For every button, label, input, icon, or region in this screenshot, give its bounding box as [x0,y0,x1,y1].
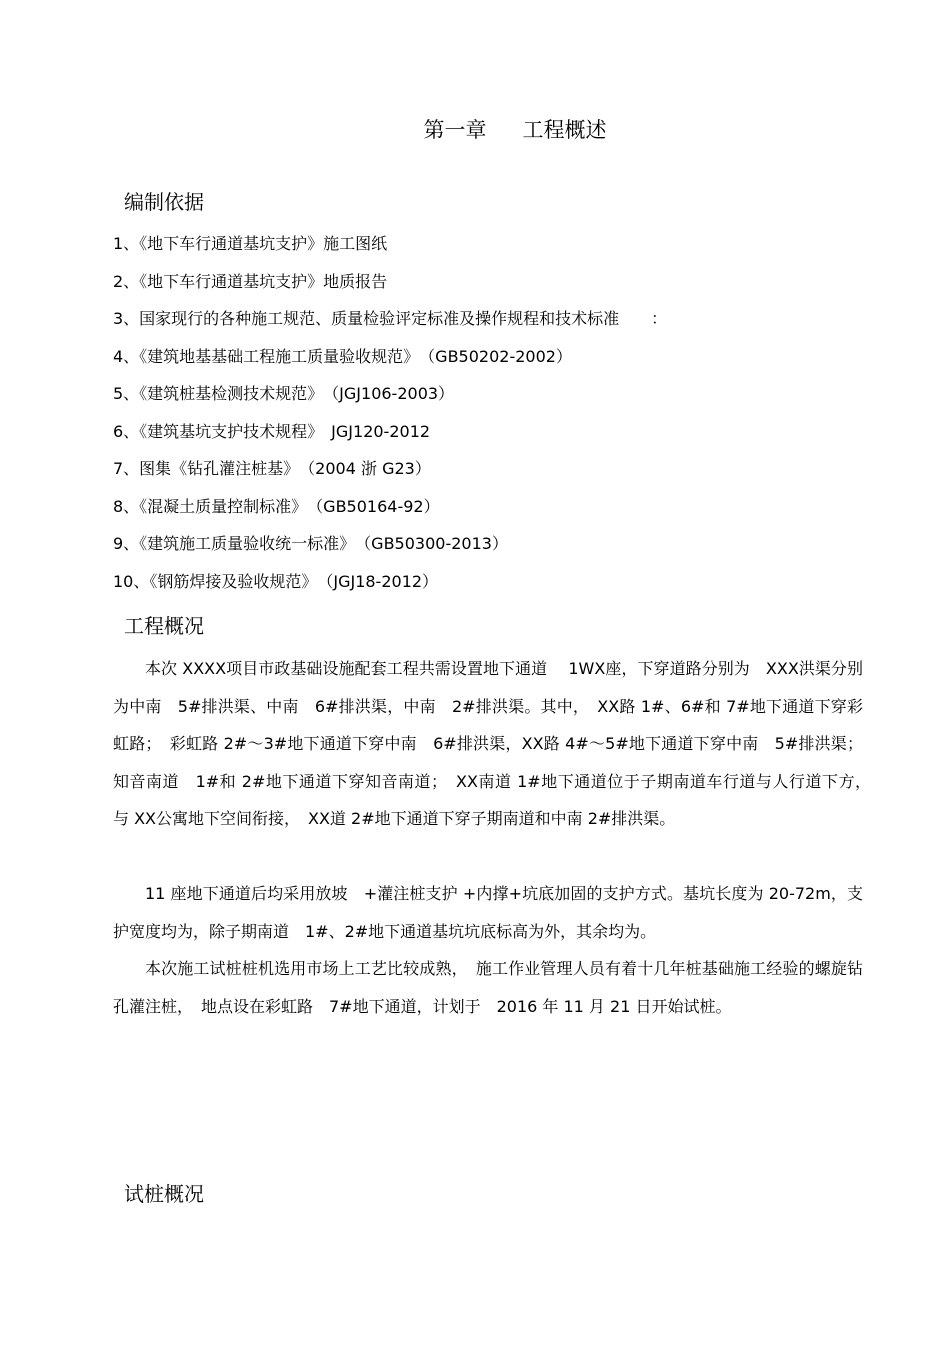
list-item: 5、《建筑桩基检测技术规范》 （JGJ106-2003） [113,384,455,403]
list-item: 3、国家现行的各种施工规范、质量检验评定标准及操作规程和技术标准 ： [113,309,668,328]
list-item: 7、图集《钻孔灌注桩基》 （2004 浙 G23） [113,459,431,478]
list-item: 4、《建筑地基基础工程施工质量验收规范》 （GB50202-2002） [113,346,572,366]
chapter-title [0,116,950,144]
list-item: 9、《建筑施工质量验收统一标准》 （GB50300-2013） [113,534,508,553]
list-item: 10、《钢筋焊接及验收规范》 （JGJ18-2012） [113,571,439,591]
list-item: 6、《建筑基坑支护技术规程》 JGJ120-2012 [113,421,431,441]
list-item: 8、《混凝土质量控制标准》 （GB50164-92） [113,496,440,516]
basis-list [113,231,873,606]
list-item: 2、《地下车行通道基坑支护》地质报告 [113,271,388,291]
overview-paragraph: 11 座地下通道后均采用放坡 +灌注桩支护 +内撑+坑底加固的支护方式。基坑长度为 20-72m，支护宽度均为，除子期南道 1#、2#地下通道基坑坑底标高为外，其余均为。 [113,884,863,941]
section-heading-basis: 编制依据 [124,190,204,214]
list-item: 1、《地下车行通道基坑支护》施工图纸 [113,234,388,253]
overview-paragraph: 本次 XXXX项目市政基础设施配套工程共需设置地下通道 1WX座，下穿道路分别为 XXX洪渠分别为中南 5#排洪渠、中南 6#排洪渠，中南 2#排洪渠。其中， XX路 1#、6#和 7#地下通道下穿彩虹路； 彩虹路 2#～3#地下通道下穿中南 6#排洪渠，XX路 4#～5#地下通道下穿中南 5#排洪渠；知音南道 1#和 2#地下通道下穿知音南道； XX南道 1#地下通道位于子期南道车行道与人行道下方， 与 XX公寓地下空间衔接， XX道 2#地下通道下穿子期南道和中南 2#排洪渠。 [113,659,880,828]
section-heading-overview: 工程概况 [124,614,204,638]
chapter-name: 工程概述 [522,118,607,142]
overview-paragraph: 本次施工试桩桩机选用市场上工艺比较成熟， 施工作业管理人员有着十几年桩基础施工经验的螺旋钻孔灌注桩， 地点设在彩虹路 7#地下通道，计划于 2016 年 11 月 21 日开始试桩。 [113,959,863,1016]
section-heading-trial: 试桩概况 [124,1182,204,1206]
chapter-number: 第一章 [423,118,487,142]
